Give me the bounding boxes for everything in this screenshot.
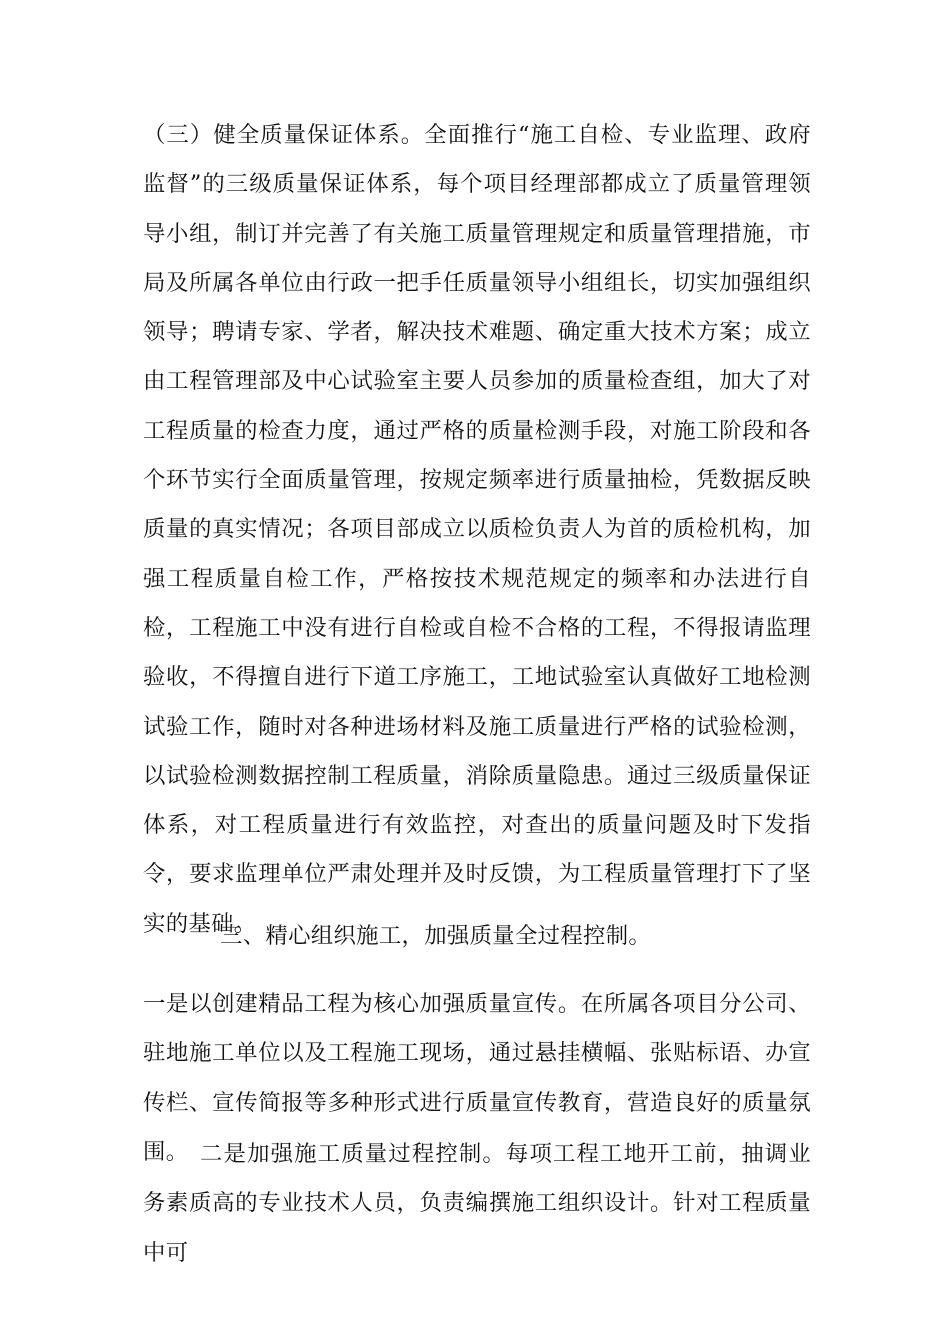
paragraph-quality-assurance-system: （三）健全质量保证体系。全面推行“施工自检、专业监理、政府监督”的三级质量保证体系，每个项目经理部都成立了质量管理领导小组，制订并完善了有关施工质量管理规定和质量管理措施，市局及所属各单位由行政一把手任质量领导小组组长，切实加强组织领导；聘请专家、学者，解决技术难题、确定重大技术方案；成立由工程管理部及中心试验室主要人员参加的质量检查组，加大了对工程质量的检查力度，通过严格的质量检测手段，对施工阶段和各个环节实行全面质量管理，按规定频率进行质量抽检，凭数据反映质量的真实情况；各项目部成立以质检负责人为首的质检机构，加强工程质量自检工作，严格按技术规范规定的频率和办法进行自检，工程施工中没有进行自检或自检不合格的工程，不得报请监理验收，不得擅自进行下道工序施工，工地试验室认真做好工地检测试验工作，随时对各种进场材料及施工质量进行严格的试验检测，以试验检测数据控制工程质量，消除质量隐患。通过三级质量保证体系，对工程质量进行有效监控，对查出的质量问题及时下发指令，要求监理单位严肃处理并及时反馈，为工程质量管理打下了坚实的基础。 <box>143 122 811 937</box>
section-heading-construction-control: 三、精心组织施工，加强质量全过程控制。 <box>220 923 652 949</box>
paragraph-process-control: 二是加强施工质量过程控制。每项工程工地开工前，抽调业务素质高的专业技术人员，负责编撰施工组织设计。针对工程质量中可 <box>143 1141 811 1266</box>
paragraph-quality-publicity: 一是以创建精品工程为核心加强质量宣传。在所属各项目分公司、驻地施工单位以及工程施工现场，通过悬挂横幅、张贴标语、办宣传栏、宣传简报等多种形式进行质量宣传教育，营造良好的质量氛围。 <box>143 991 811 1165</box>
